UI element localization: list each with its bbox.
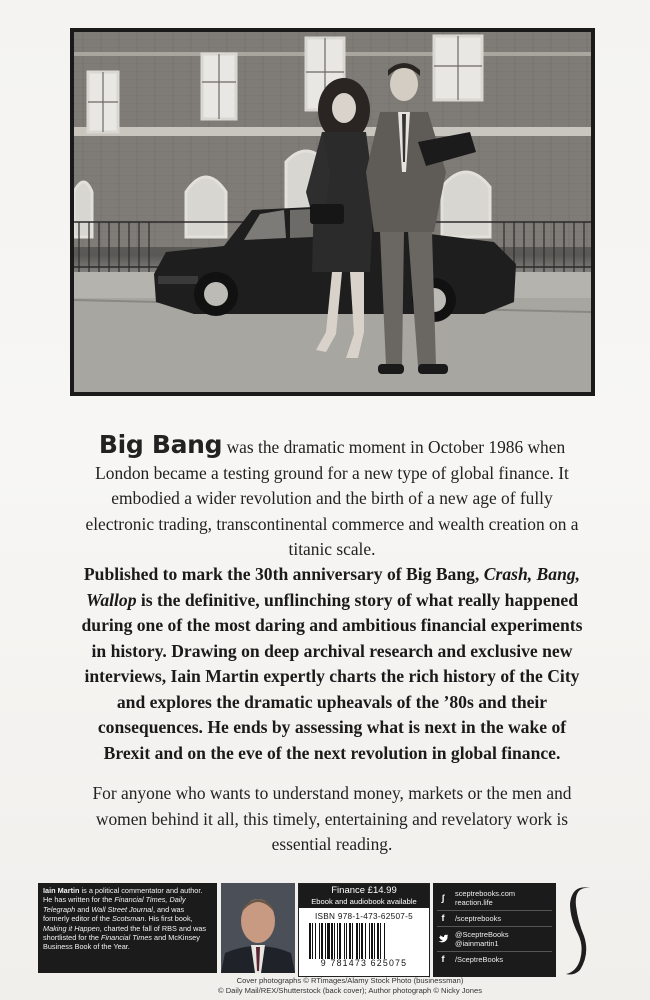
bio-text: and McKinsey Business Book of the Year. — [43, 933, 200, 952]
barcode-bar — [337, 923, 338, 959]
social-twitter-group — [455, 930, 509, 948]
blurb-paragraph-1 — [78, 432, 586, 563]
blurb-paragraph-2 — [78, 562, 586, 766]
cover-photo — [70, 28, 595, 396]
barcode-bar — [309, 923, 311, 959]
barcode-bar — [361, 923, 363, 959]
bio-publication: Financial Times — [101, 933, 153, 943]
bio-publication: Scotsman — [111, 914, 145, 924]
social-row-facebook — [437, 911, 552, 927]
barcode-bar — [352, 923, 353, 959]
credits-line-2: © Daily Mail/REX/Shutterstock (back cover); Author photograph © Nicky Jones — [217, 986, 482, 995]
blurb-lead-big-bang: Big Bang — [98, 430, 223, 459]
street-scene-illustration — [74, 32, 591, 392]
facebook-icon: f — [441, 954, 445, 964]
cover-photo-scene — [74, 32, 591, 392]
barcode-bar — [327, 923, 330, 959]
author-name: Iain Martin — [43, 886, 80, 895]
barcode-bar — [346, 923, 347, 959]
bio-text: , charted the fall of RBS and was shortlisted for the — [43, 923, 207, 943]
barcode-bar — [331, 923, 333, 959]
barcode-bar — [371, 923, 373, 959]
barcode-bar — [315, 923, 316, 959]
isbn-text: ISBN 978-1-473-62507-5 — [314, 912, 414, 921]
social-website-group — [455, 889, 515, 907]
barcode-bar — [384, 923, 385, 959]
social-row-facebook-2 — [437, 952, 552, 967]
barcode-bar — [356, 923, 358, 959]
category-price: Finance £14.99 — [331, 885, 397, 896]
sceptre-s-logo — [560, 880, 600, 980]
barcode-bar — [359, 923, 360, 959]
author-photo — [221, 883, 295, 973]
social-row-twitter — [437, 927, 552, 952]
barcode-bar — [369, 923, 370, 959]
credits-line-1: Cover photographs © RTimages/Alamy Stock Photo (businessman) — [236, 976, 464, 985]
barcode-bar — [380, 923, 381, 959]
book-title-inline: Crash, Bang, Wallop — [85, 564, 581, 610]
barcode-bar — [325, 923, 326, 959]
facebook-handle[interactable]: /sceptrebooks — [455, 914, 502, 923]
website-link[interactable]: sceptrebooks.com — [455, 889, 515, 898]
barcode-bar — [365, 923, 366, 959]
bio-book-title: Making it Happen — [43, 923, 100, 933]
bio-text: . His first book, — [144, 914, 193, 924]
bio-text: and — [75, 904, 92, 914]
blurb-paragraph-3: For anyone who wants to understand money, markets or the men and women behind it all, this timely, entertaining and revelatory work is essential reading. — [92, 783, 572, 854]
blurb-paragraph-2-end: is the definitive, unflinching story of what really happened during one of the most daring and ambitious financial experiments in history. Drawing on deep archival research and exclusive new interviews, Iain Martin expertly charts the rich history of the City and explores the dramatic upheavals of the ’80s and their consequences. He ends by assessing what is next in the wake of Brexit and on the eve of the next revolution in global finance. — [81, 589, 583, 763]
facebook-handle-2[interactable]: /SceptreBooks — [455, 955, 504, 964]
website-link-2[interactable]: reaction.life — [455, 898, 493, 907]
barcode-bar — [349, 923, 351, 959]
bio-text: , and was formerly editor of the — [43, 904, 185, 924]
bio-publication: Financial Times, Daily Telegraph — [43, 895, 186, 914]
price-barcode-box — [298, 883, 430, 977]
price-header — [299, 884, 429, 908]
social-row-website — [437, 886, 552, 911]
barcode-bar — [377, 923, 379, 959]
barcode-bar — [344, 923, 345, 959]
barcode-bar — [374, 923, 375, 959]
author-portrait — [221, 883, 295, 973]
ebook-note: Ebook and audiobook available — [311, 897, 417, 906]
barcode-bar — [321, 923, 323, 959]
barcode — [305, 923, 423, 959]
barcode-bar — [334, 923, 335, 959]
publisher-social-box — [433, 883, 556, 977]
facebook-icon: f — [441, 913, 445, 923]
author-bio-box — [38, 883, 217, 973]
photo-credits — [150, 976, 550, 996]
barcode-bar — [339, 923, 341, 959]
twitter-handle-2[interactable]: @iainmartin1 — [455, 939, 499, 948]
barcode-bar — [312, 923, 313, 959]
twitter-icon — [437, 934, 449, 945]
twitter-handle[interactable]: @SceptreBooks — [455, 930, 509, 939]
sceptre-s-icon: ʃ — [441, 892, 445, 903]
bio-publication: Wall Street Journal — [91, 904, 153, 914]
barcode-bar — [319, 923, 320, 959]
blurb-paragraph-1-text: was the dramatic moment in October 1986 when London became a testing ground for a new type of global finance. It embodied a wider revolution and the birth of a new age of fully electronic trading, transcontinental commerce and wealth creation on a titanic scale. — [85, 437, 579, 559]
blurb-paragraph-2-start: Published to mark the 30th anniversary of Big Bang, — [83, 564, 484, 584]
barcode-number: 9 781473 625075 — [320, 958, 408, 968]
bio-text: is a political commentator and author. He has written for the — [43, 886, 203, 905]
